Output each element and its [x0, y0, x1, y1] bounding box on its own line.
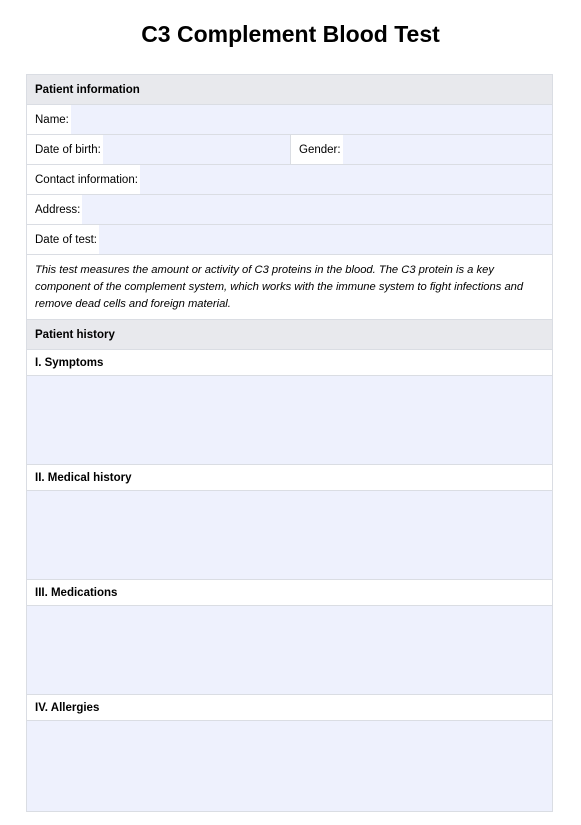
test-description: This test measures the amount or activity of C3 proteins in the blood. The C3 protein is a key component of the complement system, which works with the immune system to fight infections and remove dead cells and foreign material. — [27, 255, 552, 320]
contact-label: Contact information: — [27, 165, 140, 194]
medical-history-label: II. Medical history — [27, 465, 552, 491]
contact-field[interactable] — [140, 165, 552, 194]
address-label: Address: — [27, 195, 82, 224]
patient-information-header: Patient information — [27, 75, 552, 105]
contact-row — [27, 165, 552, 195]
address-field[interactable] — [82, 195, 552, 224]
name-row — [27, 105, 552, 135]
medical-history-field[interactable] — [27, 491, 552, 580]
allergies-label: IV. Allergies — [27, 695, 552, 721]
name-field[interactable] — [71, 105, 552, 134]
dob-label: Date of birth: — [27, 135, 103, 164]
medications-field[interactable] — [27, 606, 552, 695]
symptoms-field[interactable] — [27, 376, 552, 465]
allergies-field[interactable] — [27, 721, 552, 811]
dob-field[interactable] — [103, 135, 290, 164]
test-date-row — [27, 225, 552, 255]
patient-history-header: Patient history — [27, 320, 552, 350]
symptoms-label: I. Symptoms — [27, 350, 552, 376]
gender-field[interactable] — [343, 135, 552, 164]
address-row — [27, 195, 552, 225]
medications-label: III. Medications — [27, 580, 552, 606]
test-date-label: Date of test: — [27, 225, 99, 254]
dob-gender-row — [27, 135, 552, 165]
page-title: C3 Complement Blood Test — [141, 21, 440, 47]
name-label: Name: — [27, 105, 71, 134]
patient-form — [26, 74, 553, 812]
gender-label: Gender: — [291, 135, 343, 164]
test-date-field[interactable] — [99, 225, 552, 254]
